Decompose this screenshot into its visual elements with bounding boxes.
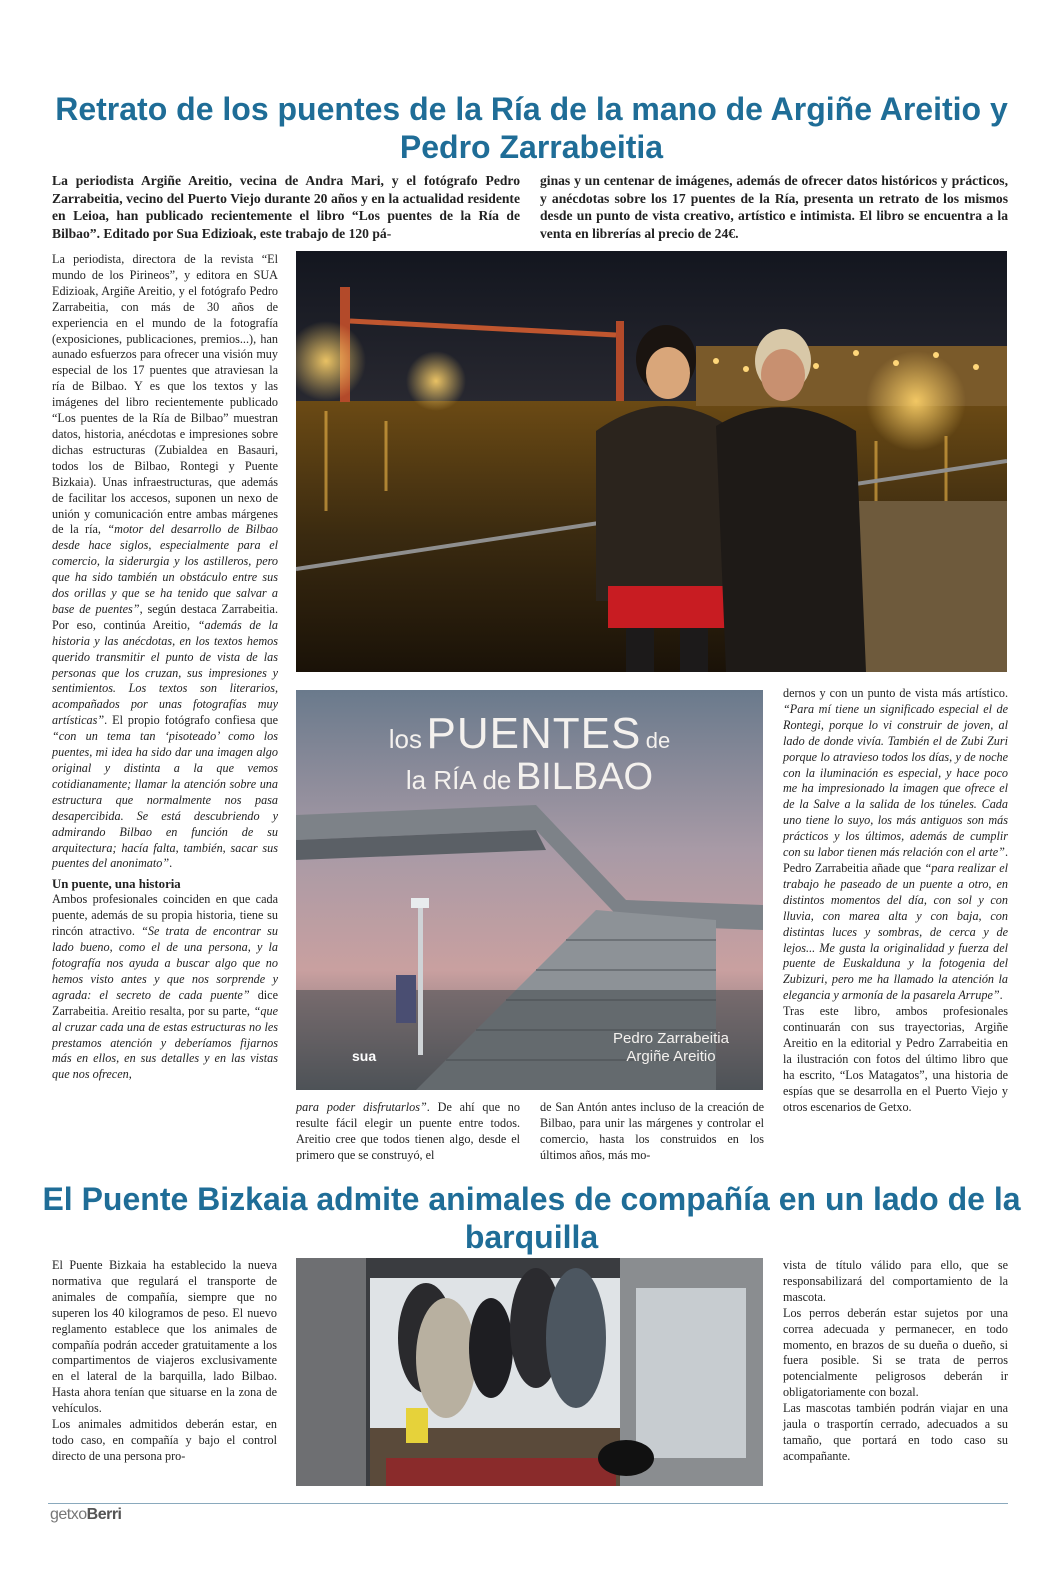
article-column-1 [52,252,278,1083]
subheading: Un puente, una historia [52,877,181,892]
book-title-de: de [645,728,671,753]
footer-rule [48,1503,1008,1504]
book-title-small: los [388,724,423,754]
publisher-logo: sua [352,1048,377,1064]
book-title-big: PUENTES [426,709,642,758]
article-2-headline: El Puente Bizkaia admite animales de compañía en un lado de la barquilla [42,1181,1021,1255]
body-paragraph: Tras este libro, ambos profesionales continuarán con sus trayectorias, Argiñe Areitio en la editorial y Pedro Zarrabeitia en la ilustración con fotos del último libro que ha escrito, “Los Matagatos”, una historia de espías que se desarrolla en el Puerto Viejo y otros escenarios de Getxo. [783,1004,1008,1114]
article-2-column-1 [52,1258,277,1465]
lead-paragraph-right: ginas y un centenar de imágenes, además de ofrecer datos históricos y prácticos, y anécdotas sobre los 17 puentes de la Ría, presenta un retrato de los mismos desde un punto de vista creativo, artístico e intimista. El libro se encuentra a la venta en librerías al precio de 24€. [540,173,1008,241]
book-title-line2-big: BILBAO [515,756,654,798]
body-paragraph: Los perros deberán estar sujetos por una correa adecuada y permanecer, en todo momento, en brazos de su dueña o dueño, si fuera posible. Si se trata de perros potencialmente peligrosos deberán ir obligatoriamente con bozal. [783,1305,1008,1400]
book-author-1: Pedro Zarrabeitia [613,1030,729,1047]
logo-part-b: Berri [86,1506,122,1523]
article-2-column-2 [783,1258,1008,1465]
book-title [296,709,763,798]
body-paragraph: dernos y con un punto de vista más artístico. “Para mí tiene un significado especial el de Rontegi, porque lo vi construir de joven, al lado de donde vivía. También el de Zubi Zuri porque lo atravieso todos los días, y de noche con la iluminación es especial, y hace poco me ha impresionado la imagen que ofrece el de la Salve a la salida de los túneles. Cada uno tiene lo suyo, los más antiguos son más prácticos y los últimos, además de cumplir con su labor tienen más relación con el arte”. Pedro Zarrabeitia añade que “para realizar el trabajo he paseado de un puente a otro, en distintos momentos del día, con sol y con lluvia, con marea alta y con baja, con distintas luces y sombras, de cerca y de lejos... Me gusta la originalidad y fuerza del puente de Euskalduna y la fotogenia del Zubizuri, pero me ha llamado la atención la elegancia y armonía de la pasarela Arrupe”. [783,686,1008,1003]
authors-night-photo [296,251,1007,672]
body-paragraph: de San Antón antes incluso de la creación de Bilbao, para unir las márgenes y controlar el comercio, hasta los construidos en los últimos años, más mo- [540,1100,764,1162]
body-paragraph: vista de título válido para ello, que se responsabilizará del comportamiento de la mascota. [783,1258,1008,1304]
body-paragraph: Ambos profesionales coinciden en que cada puente, además de su propia historia, tiene su rincón atractivo. “Se trata de encontrar su lado bueno, como el de una persona, y la fotografía nos ayuda a buscar algo que no hemos visto antes y que nos sorprende y agrada: el secreto de cada puente” dice Zarrabeitia. Areitio resalta, por su parte, “que al cruzar cada una de estas estructuras no les prestamos atención y deberíamos fijarnos más en ellos, en sus detalles y en las vistas que nos ofrecen, [52,892,278,1082]
article-column-2 [296,1100,520,1164]
logo-part-a: getxo [50,1506,87,1523]
body-paragraph: El Puente Bizkaia ha establecido la nueva normativa que regulará el transporte de animales de compañía, siempre que no superen los 40 kilogramos de peso. El nuevo reglamento establece que los animales de compañía podrán acceder gratuitamente a los compartimentos de viajeros exclusivamente en el lateral de la barquilla, lado Bilbao. Hasta ahora tenían que situarse en la zona de vehículos. [52,1258,277,1416]
body-paragraph: Las mascotas también podrán viajar en una jaula o trasportín cerrado, adecuados a su tamaño, que portará en todo caso su acompañante. [783,1401,1008,1463]
article-column-4 [783,686,1008,1115]
lead-paragraph-left: La periodista Argiñe Areitio, vecina de Andra Mari, y el fotógrafo Pedro Zarrabeitia, vecino del Puerto Viejo durante 20 años y en la actualidad residente en Leioa, han publicado recientemente el libro “Los puentes de la Ría de Bilbao”. Editado por Sua Edizioak, este trabajo de 120 pá- [52,173,520,241]
body-paragraph: La periodista, directora de la revista “El mundo de los Pirineos”, y editora en SUA Edizioak, Argiñe Areitio, y el fotógrafo Pedro Zarrabeitia, con más de 30 años de experiencia en el mundo de la fotografía (exposiciones, publicaciones, premios...), han aunado esfuerzos para ofrecer una visión muy especial de los 17 puentes que atraviesan la ría de Bilbao. Y es que los textos y las imágenes del libro recientemente publicado “Los puentes de la Ría de Bilbao” muestran datos, historia, anécdotas e impresiones sobre dichas estructuras (Zubialdea en Basauri, todos los de Bilbao, Rontegi y Puente Bizkaia). Unas infraestructuras, que además de facilitar los accesos, suponen un nexo de unión y comunicación entre ambas márgenes de la ría, “motor del desarrollo de Bilbao desde hace siglos, especialmente para el comercio, la siderurgia y los astilleros, pero que ha sido también un obstáculo entre sus dos orillas y que se ha tenido que salvar a base de puentes”, según destaca Zarrabeitia. Por eso, continúa Areitio, “además de la historia y las anécdotas, en los textos hemos querido transmitir el punto de vista de las personas que los cruzan, sus impresiones y sentimientos. Los textos son literarios, acompañados por unas fotografías muy artísticas”. El propio fotógrafo confiesa que “con un tema tan ‘pisoteado’ como los puentes, mi idea ha sido dar una imagen algo original y distinta a la que vemos cotidianamente; llamar la atención sobre una estructura que normalmente nos pasa desapercibida. Se está descubriendo y admirando Bilbao en función de su arquitectura; hacía falta, también, sacar sus puentes del anonimato”. [52,252,279,871]
book-authors [586,1030,756,1066]
authors-photo-image [296,251,1007,672]
article-column-3 [540,1100,764,1164]
getxoberri-logo [50,1506,122,1524]
gondola-passengers-photo [296,1258,763,1486]
book-cover [296,690,763,1090]
article-headline: Retrato de los puentes de la Ría de la mano de Argiñe Areitio y Pedro Zarrabeitia [55,91,1008,165]
book-title-line2-small: la RÍA de [405,765,512,795]
gondola-photo-image [296,1258,763,1486]
body-paragraph: Los animales admitidos deberán estar, en todo caso, en compañía y bajo el control directo de una persona pro- [52,1417,277,1463]
book-author-2: Argiñe Areitio [626,1048,716,1065]
body-paragraph: para poder disfrutarlos”. De ahí que no resulte fácil elegir un puente entre todos. Areitio cree que todos tienen algo, desde el primero que se construyó, el [296,1100,520,1162]
